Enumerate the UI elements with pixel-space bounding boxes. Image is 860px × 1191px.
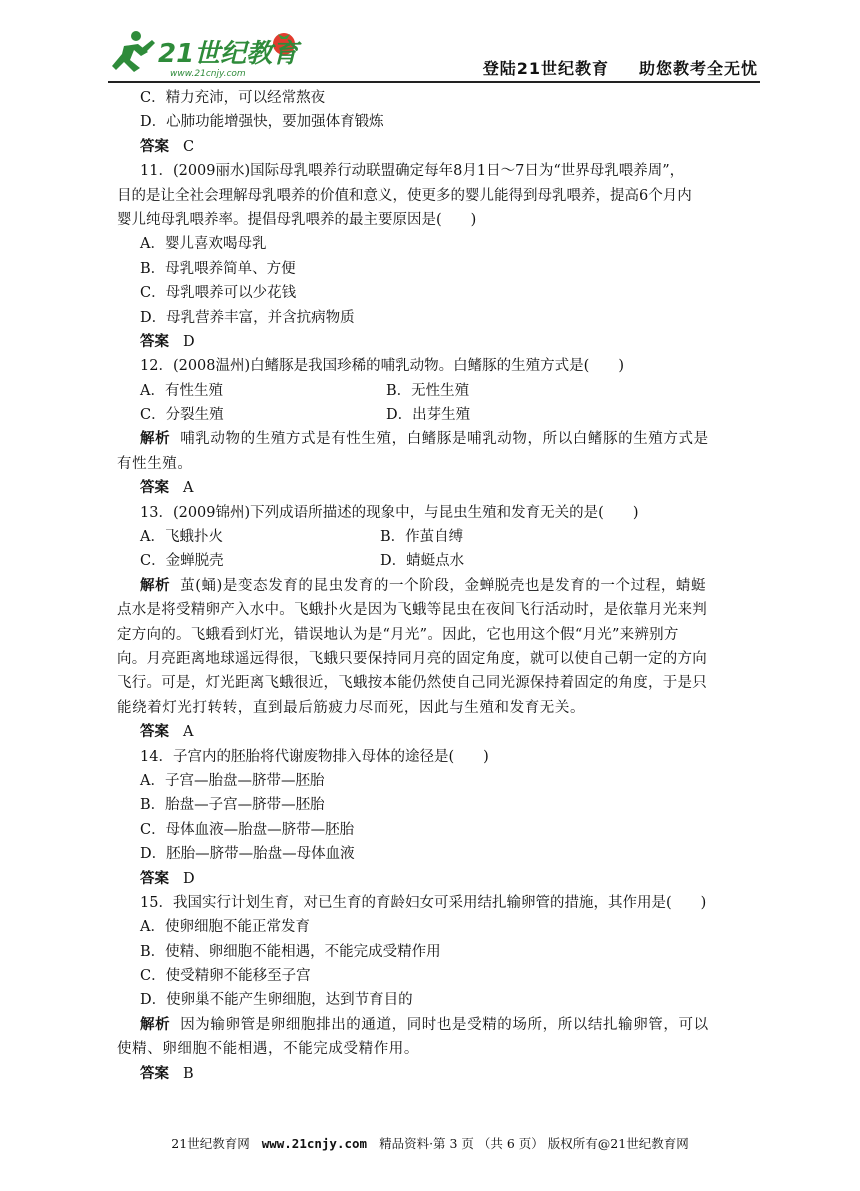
footer-url-link[interactable]: www.21cnjy.com xyxy=(261,1136,368,1151)
q13-options-row-1 xyxy=(140,525,760,549)
q12-explanation-line-1 xyxy=(140,427,760,451)
q11-stem-line-3: 婴儿纯母乳喂养率。提倡母乳喂养的最主要原因是( ) xyxy=(117,211,477,228)
answer-label: 答案 xyxy=(140,723,169,741)
q11-option-d: D．母乳营养丰富，并含抗病物质 xyxy=(140,309,355,326)
answer-value: D xyxy=(183,870,195,887)
slogan-left: 登陆21世纪教育 xyxy=(482,59,609,78)
q13-stem: 13．(2009锦州)下列成语所描述的现象中，与昆虫生殖和发育无关的是( ) xyxy=(140,504,639,521)
page-footer xyxy=(0,1134,860,1152)
q11-stem-line-1: 11．(2009丽水)国际母乳喂养行动联盟确定每年8月1日～7日为“世界母乳喂养周”， xyxy=(140,163,685,180)
q11-option-a: A．婴儿喜欢喝母乳 xyxy=(140,236,267,253)
q15-explanation-line-1 xyxy=(140,1013,760,1037)
q12-answer xyxy=(140,476,760,500)
q10-answer xyxy=(140,135,760,159)
q12-options-row-1 xyxy=(140,379,760,403)
q15-option-c: C．使受精卵不能移至子宫 xyxy=(140,968,311,985)
q15-answer xyxy=(140,1062,760,1086)
answer-value: D xyxy=(183,333,195,350)
q10-option-d: D．心肺功能增强快，要加强体育锻炼 xyxy=(140,114,384,131)
q13-option-a: A．飞蛾扑火 xyxy=(140,529,223,546)
runner-icon xyxy=(112,31,155,72)
q14-option-d: D．胚胎—脐带—胎盘—母体血液 xyxy=(140,846,355,863)
q13-explanation-line-2: 点水是将受精卵产入水中。飞蛾扑火是因为飞蛾等昆虫在夜间飞行活动时，是依靠月光来判 xyxy=(117,602,707,619)
q12-option-a: A．有性生殖 xyxy=(140,382,223,399)
logo-url: www.21cnjy.com xyxy=(170,69,246,79)
q15-option-d: D．使卵巢不能产生卵细胞，达到节育目的 xyxy=(140,992,413,1009)
q13-option-b: B．作茧自缚 xyxy=(380,529,464,546)
q12-explanation-line-2: 有性生殖。 xyxy=(117,455,193,472)
q12-stem: 12．(2008温州)白鳍豚是我国珍稀的哺乳动物。白鳍豚的生殖方式是( ) xyxy=(140,358,624,375)
page-header xyxy=(108,26,758,82)
document-body xyxy=(117,86,760,1086)
q14-answer xyxy=(140,867,760,891)
q10-option-c: C．精力充沛，可以经常熬夜 xyxy=(140,90,326,106)
answer-value: A xyxy=(183,480,194,497)
header-divider xyxy=(108,81,760,83)
q13-explanation-line-4: 向。月亮距离地球遥远得很，飞蛾只要保持同月亮的固定角度，就可以使自己朝一定的方向 xyxy=(117,650,707,667)
q12-option-b: B．无性生殖 xyxy=(386,382,470,399)
q15-explanation-line-2: 使精、卵细胞不能相遇，不能完成受精作用。 xyxy=(117,1041,419,1058)
q14-option-c: C．母体血液—胎盘—脐带—胚胎 xyxy=(140,821,355,838)
explanation-text: 因为输卵管是卵细胞排出的通道，同时也是受精的场所，所以结扎输卵管，可以 xyxy=(180,1016,709,1033)
q13-options-row-2 xyxy=(140,549,760,573)
q11-option-b: B．母乳喂养简单、方便 xyxy=(140,260,296,277)
answer-value: A xyxy=(183,724,194,741)
q12-option-d: D．出芽生殖 xyxy=(386,407,471,424)
q15-stem: 15．我国实行计划生育，对已生育的育龄妇女可采用结扎输卵管的措施，其作用是( ) xyxy=(140,894,707,911)
q14-stem: 14．子宫内的胚胎将代谢废物排入母体的途径是( ) xyxy=(140,748,489,765)
slogan-right: 助您教考全无忧 xyxy=(638,59,758,78)
q12-options-row-2 xyxy=(140,403,760,427)
answer-label: 答案 xyxy=(140,332,169,350)
q13-answer xyxy=(140,720,760,744)
answer-label: 答案 xyxy=(140,869,169,887)
answer-label: 答案 xyxy=(140,1064,169,1082)
q13-option-c: C．金蝉脱壳 xyxy=(140,553,224,570)
footer-site-name: 21世纪教育网 xyxy=(171,1136,250,1151)
q13-explanation-line-3: 定方向的。飞蛾看到灯光，错误地认为是“月光”。因此，它也用这个假“月光”来辨别方 xyxy=(117,626,679,643)
q15-option-b: B．使精、卵细胞不能相遇，不能完成受精作用 xyxy=(140,943,441,960)
answer-value: B xyxy=(183,1065,194,1082)
q13-explanation-line-6: 能绕着灯光打转转，直到最后筋疲力尽而死，因此与生殖和发育无关。 xyxy=(117,699,586,716)
answer-value: C xyxy=(183,138,195,155)
explanation-label: 解析 xyxy=(140,1015,171,1033)
header-slogan xyxy=(483,56,758,79)
site-logo[interactable] xyxy=(108,26,308,82)
q13-option-d: D．蜻蜓点水 xyxy=(380,553,465,570)
explanation-label: 解析 xyxy=(140,430,171,448)
q13-explanation-line-5: 飞行。可是，灯光距离飞蛾很近，飞蛾按本能仍然使自己同光源保持着固定的角度，于是只 xyxy=(117,675,707,692)
answer-label: 答案 xyxy=(140,137,169,155)
q11-answer xyxy=(140,330,760,354)
q11-stem-line-2: 目的是让全社会理解母乳喂养的价值和意义，使更多的婴儿能得到母乳喂养，提高6个月内 xyxy=(117,187,692,204)
explanation-label: 解析 xyxy=(140,576,171,594)
q15-option-a: A．使卵细胞不能正常发育 xyxy=(140,919,310,936)
q14-option-b: B．胎盘—子宫—脐带—胚胎 xyxy=(140,797,325,814)
explanation-text: 茧(蛹)是变态发育的昆虫发育的一个阶段，金蝉脱壳也是发育的一个过程，蜻蜓 xyxy=(180,577,707,594)
q14-option-a: A．子宫—胎盘—脐带—胚胎 xyxy=(140,772,325,789)
answer-label: 答案 xyxy=(140,479,169,497)
logo-wordmark: 21世纪教育 xyxy=(158,39,299,69)
footer-page-info: 精品资料·第 3 页 （共 6 页） 版权所有@21世纪教育网 xyxy=(379,1136,689,1151)
q11-option-c: C．母乳喂养可以少花钱 xyxy=(140,285,297,302)
explanation-text: 哺乳动物的生殖方式是有性生殖，白鳍豚是哺乳动物，所以白鳍豚的生殖方式是 xyxy=(180,431,709,448)
q13-explanation-line-1 xyxy=(140,574,760,598)
q12-option-c: C．分裂生殖 xyxy=(140,407,224,424)
